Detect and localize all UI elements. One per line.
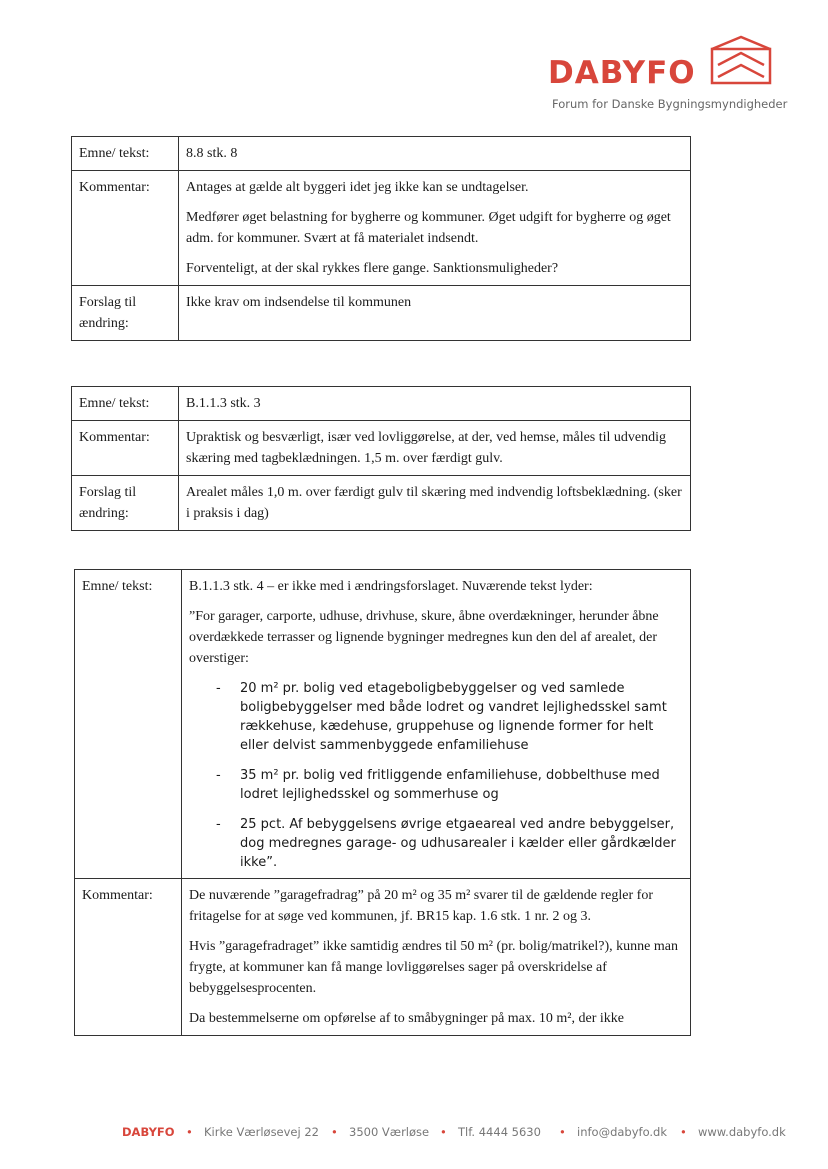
- comment-table-8-8: [71, 136, 691, 341]
- logo-wordmark: DABYFO: [548, 55, 696, 91]
- topic-label: Emne/ tekst:: [72, 387, 179, 421]
- comment-label: Kommentar:: [72, 421, 179, 476]
- separator-dot-icon: •: [559, 1125, 566, 1139]
- house-roof-icon: [710, 35, 772, 87]
- logo-tagline: Forum for Danske Bygningsmyndigheder: [552, 97, 788, 111]
- list-item: - 20 m² pr. bolig ved etageboligbebyggelser og ved samlede boligbebyggelser med både lodret og vandret lejlighedsskel samt rækkehuse, kædehuse, gruppehuse og lignende former for helt eller delvist sammenbyggede enfamiliehuse: [216, 681, 667, 753]
- bullet-text: 35 m² pr. bolig ved fritliggende enfamiliehuse, dobbelthuse med lodret lejlighedsskel og sommerhuse og: [240, 768, 660, 802]
- comment-label: Kommentar:: [75, 879, 182, 1036]
- comment-cell: [179, 171, 691, 286]
- proposal-row: [72, 286, 691, 341]
- comment-table-b-1-1-3-stk-4: [74, 569, 691, 1036]
- comment-table-b-1-1-3-stk-3: [71, 386, 691, 531]
- bullet-text: 20 m² pr. bolig ved etageboligbebyggelser og ved samlede boligbebyggelser med både lodret og vandret lejlighedsskel samt rækkehuse, kædehuse, gruppehuse og lignende former for helt eller delvist sammenbyggede enfamiliehuse: [240, 681, 667, 753]
- footer-email-link[interactable]: info@dabyfo.dk: [577, 1125, 668, 1139]
- comment-label: Kommentar:: [72, 171, 179, 286]
- topic-value: B.1.1.3 stk. 3: [179, 387, 691, 421]
- comment-paragraph: Upraktisk og besværligt, især ved lovliggørelse, at der, ved hemse, måles til udvendig skæring med tagbeklædningen. 1,5 m. over færdigt gulv.: [186, 430, 667, 466]
- topic-label: Emne/ tekst:: [72, 137, 179, 171]
- comment-paragraph: De nuværende ”garagefradrag” på 20 m² og 35 m² svarer til de gældende regler for fritagelse for at søge ved kommunen, jf. BR15 kap. 1.6 stk. 1 nr. 2 og 3.: [189, 888, 653, 924]
- dabyfo-logo: [548, 35, 788, 115]
- topic-label: Emne/ tekst:: [75, 570, 182, 879]
- proposal-label: Forslag til ændring:: [72, 286, 179, 341]
- proposal-value: Arealet måles 1,0 m. over færdigt gulv til skæring med indvendig loftsbeklædning. (sker i praksis i dag): [179, 476, 691, 531]
- separator-dot-icon: •: [331, 1125, 338, 1139]
- comment-paragraph: Hvis ”garagefradraget” ikke samtidig ændres til 50 m² (pr. bolig/matrikel?), kunne man frygte, at kommuner kan få mange lovliggørelses sager på overskridelse af bebyggelsesprocenten.: [189, 939, 679, 996]
- footer-address: Kirke Værløsevej 22: [204, 1125, 319, 1139]
- separator-dot-icon: •: [186, 1125, 193, 1139]
- comment-cell: [179, 421, 691, 476]
- topic-row: [72, 387, 691, 421]
- separator-dot-icon: •: [440, 1125, 447, 1139]
- topic-cell: [182, 570, 691, 879]
- separator-dot-icon: •: [680, 1125, 687, 1139]
- comment-paragraph: Da bestemmelserne om opførelse af to småbygninger på max. 10 m², der ikke: [189, 1011, 624, 1026]
- footer-city: 3500 Værløse: [349, 1125, 430, 1139]
- comment-paragraph: Medfører øget belastning for bygherre og kommuner. Øget udgift for bygherre og øget adm. for kommuner. Svært at få materialet indsendt.: [186, 210, 671, 246]
- proposal-row: [72, 476, 691, 531]
- comment-row: [72, 171, 691, 286]
- topic-intro: B.1.1.3 stk. 4 – er ikke med i ændringsforslaget. Nuværende tekst lyder:: [189, 579, 593, 594]
- comment-paragraph: Forventeligt, at der skal rykkes flere gange. Sanktionsmuligheder?: [186, 261, 559, 276]
- proposal-label: Forslag til ændring:: [72, 476, 179, 531]
- quoted-rule-text: ”For garager, carporte, udhuse, drivhuse, skure, åbne overdækninger, herunder åbne overdækkede terrasser og lignende bygninger medregnes kun den del af arealet, der overstiger:: [189, 609, 659, 666]
- comment-cell: [182, 879, 691, 1036]
- list-item: - 25 pct. Af bebyggelsens øvrige etgaeareal ved andre bebyggelser, dog medregnes garage- og udhusarealer i kælder eller gårdkælder ikke”.: [216, 817, 676, 870]
- comment-paragraph: Antages at gælde alt byggeri idet jeg ikke kan se undtagelser.: [186, 180, 529, 195]
- comment-row: [72, 421, 691, 476]
- topic-row: [75, 570, 691, 879]
- comment-row: [75, 879, 691, 1036]
- topic-row: [72, 137, 691, 171]
- proposal-value: Ikke krav om indsendelse til kommunen: [179, 286, 691, 341]
- footer-website-link[interactable]: www.dabyfo.dk: [698, 1125, 786, 1139]
- bullet-text: 25 pct. Af bebyggelsens øvrige etgaeareal ved andre bebyggelser, dog medregnes garage- og udhusarealer i kælder eller gårdkælder ikke”.: [240, 817, 676, 870]
- rule-bullet-list: [189, 679, 683, 872]
- footer-phone: Tlf. 4444 5630: [458, 1125, 541, 1139]
- list-item: - 35 m² pr. bolig ved fritliggende enfamiliehuse, dobbelthuse med lodret lejlighedsskel og sommerhuse og: [216, 768, 660, 802]
- topic-value: 8.8 stk. 8: [179, 137, 691, 171]
- footer-brand: DABYFO: [122, 1125, 175, 1139]
